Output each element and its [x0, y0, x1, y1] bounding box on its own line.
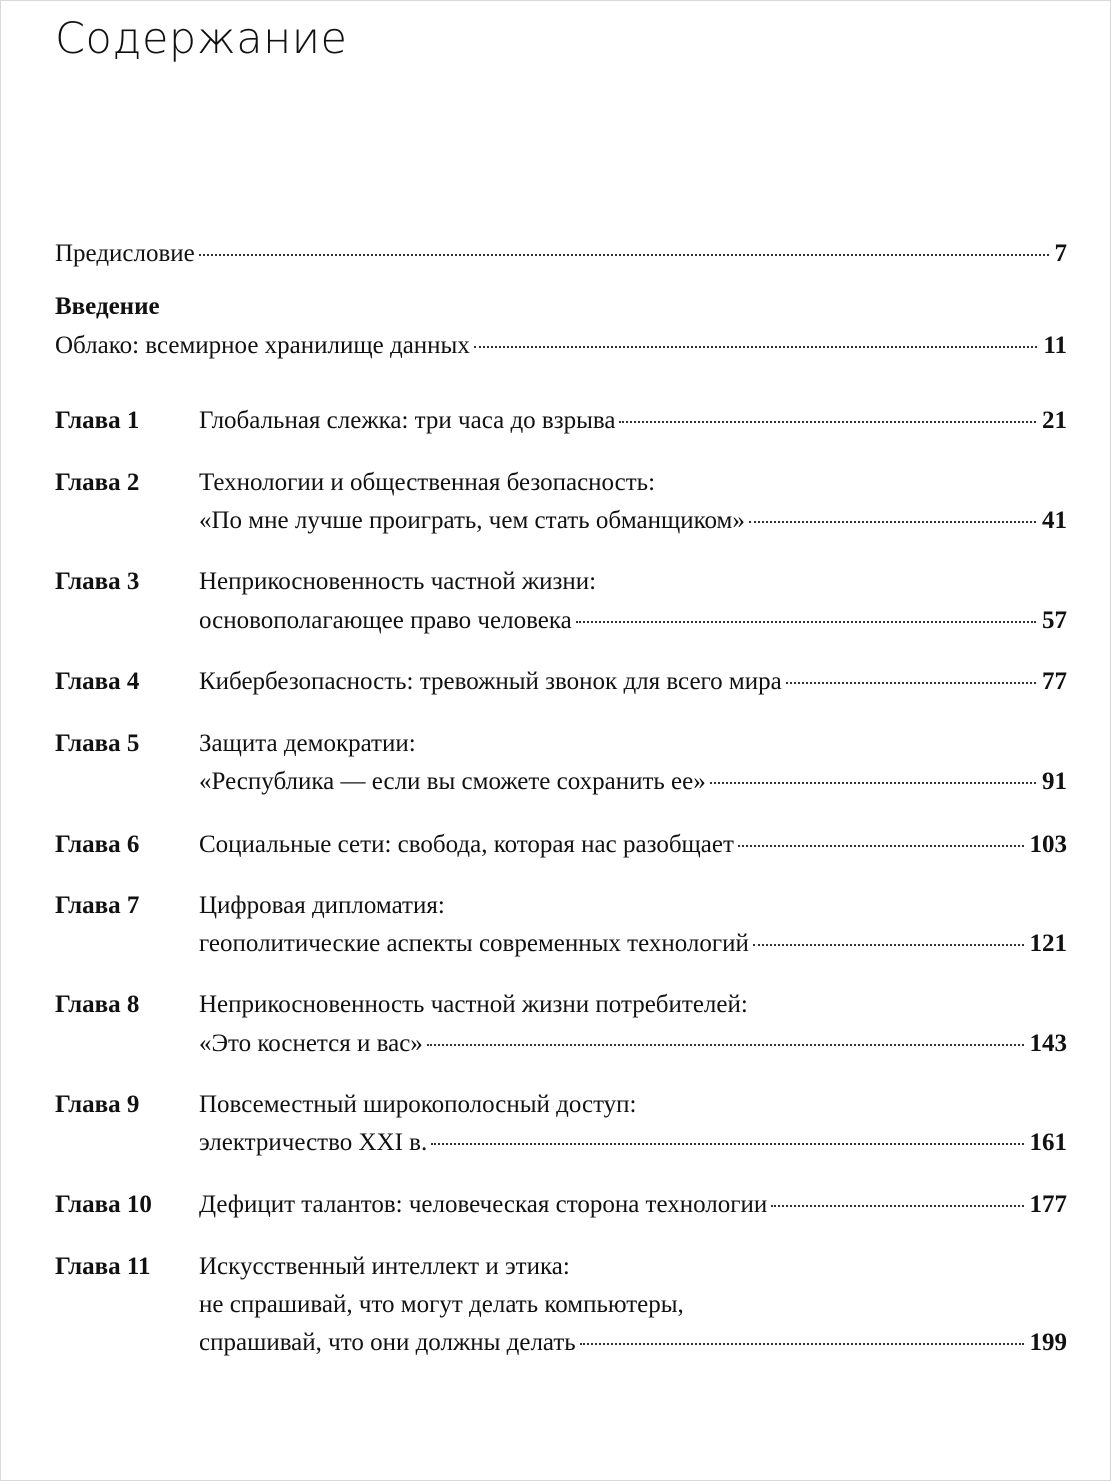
chapter-5-label: Глава 5	[55, 730, 140, 757]
toc-entry-text: электричество XXI в.	[199, 1129, 428, 1156]
toc-entry-chapter-10[interactable]	[199, 1191, 1067, 1219]
dot-leader	[199, 254, 1049, 256]
toc-entry-text: Социальные сети: свобода, которая нас разобщает	[199, 831, 734, 858]
toc-entry-chapter-7[interactable]	[199, 930, 1067, 958]
toc-entry-chapter-8[interactable]	[199, 1030, 1067, 1058]
chapter-9-label: Глава 9	[55, 1091, 140, 1118]
toc-entry-chapter-1[interactable]	[199, 407, 1067, 435]
toc-entry-line: Повсеместный широкополосный доступ:	[199, 1091, 637, 1118]
dot-leader	[771, 1205, 1023, 1207]
dot-leader	[738, 845, 1024, 847]
dot-leader	[576, 621, 1036, 623]
dot-leader	[431, 1143, 1023, 1145]
page-title: Содержание	[55, 14, 348, 64]
toc-entry-text: спрашивай, что они должны делать	[199, 1329, 576, 1356]
toc-entry-line: не спрашивай, что могут делать компьютеры,	[199, 1291, 684, 1318]
toc-page-number: 177	[1029, 1191, 1067, 1218]
toc-page-number: 103	[1029, 831, 1067, 858]
chapter-6-label: Глава 6	[55, 831, 140, 858]
toc-entry-line: Защита демократии:	[199, 730, 416, 757]
toc-entry-text: Облако: всемирное хранилище данных	[55, 332, 470, 359]
toc-page-number: 7	[1054, 240, 1067, 267]
toc-entry-line: Искусственный интеллект и этика:	[199, 1253, 570, 1280]
toc-page-number: 21	[1042, 407, 1067, 434]
toc-entry-chapter-9[interactable]	[199, 1129, 1067, 1157]
toc-page-number: 121	[1029, 930, 1067, 957]
toc-entry-text: Кибербезопасность: тревожный звонок для всего мира	[199, 668, 782, 695]
chapter-3-label: Глава 3	[55, 568, 140, 595]
chapter-7-label: Глава 7	[55, 892, 140, 919]
dot-leader	[427, 1044, 1024, 1046]
toc-page-number: 143	[1029, 1030, 1067, 1057]
toc-entry-line: Цифровая дипломатия:	[199, 892, 445, 919]
dot-leader	[786, 682, 1036, 684]
toc-page-number: 57	[1042, 607, 1067, 634]
toc-entry-chapter-3[interactable]	[199, 607, 1067, 635]
toc-entry-line: Неприкосновенность частной жизни потребителей:	[199, 991, 748, 1018]
toc-entry-line: Неприкосновенность частной жизни:	[199, 568, 597, 595]
toc-entry-text: Глобальная слежка: три часа до взрыва	[199, 407, 616, 434]
toc-page-number: 11	[1043, 332, 1067, 359]
toc-entry-text: «Это коснется и вас»	[199, 1030, 423, 1057]
chapter-2-label: Глава 2	[55, 469, 140, 496]
toc-entry-chapter-2[interactable]	[199, 507, 1067, 535]
chapter-1-label: Глава 1	[55, 407, 140, 434]
introduction-label: Введение	[55, 293, 160, 320]
chapter-10-label: Глава 10	[55, 1191, 152, 1218]
toc-entry-chapter-6[interactable]	[199, 831, 1067, 859]
toc-entry-text: Дефицит талантов: человеческая сторона технологии	[199, 1191, 768, 1218]
toc-page-number: 199	[1029, 1329, 1067, 1356]
toc-entry-text: геополитические аспекты современных технологий	[199, 930, 749, 957]
dot-leader	[710, 782, 1036, 784]
toc-entry-chapter-11[interactable]	[199, 1329, 1067, 1357]
toc-page-number: 41	[1042, 507, 1067, 534]
chapter-11-label: Глава 11	[55, 1253, 151, 1280]
toc-entry-chapter-5[interactable]	[199, 768, 1067, 796]
toc-entry-text: «По мне лучше проиграть, чем стать обманщиком»	[199, 507, 745, 534]
dot-leader	[474, 346, 1038, 348]
toc-entry-preface[interactable]	[55, 240, 1067, 268]
chapter-4-label: Глава 4	[55, 668, 140, 695]
toc-page-number: 77	[1042, 668, 1067, 695]
toc-entry-text: Предисловие	[55, 240, 195, 267]
toc-entry-introduction[interactable]	[55, 332, 1067, 360]
toc-entry-chapter-4[interactable]	[199, 668, 1067, 696]
toc-page-number: 91	[1042, 768, 1067, 795]
toc-entry-line: Технологии и общественная безопасность:	[199, 469, 656, 496]
toc-entry-text: основополагающее право человека	[199, 607, 572, 634]
chapter-8-label: Глава 8	[55, 991, 140, 1018]
dot-leader	[749, 521, 1036, 523]
toc-page-number: 161	[1029, 1129, 1067, 1156]
toc-entry-text: «Республика — если вы сможете сохранить ее»	[199, 768, 706, 795]
dot-leader	[580, 1343, 1024, 1345]
dot-leader	[619, 421, 1036, 423]
dot-leader	[753, 944, 1024, 946]
